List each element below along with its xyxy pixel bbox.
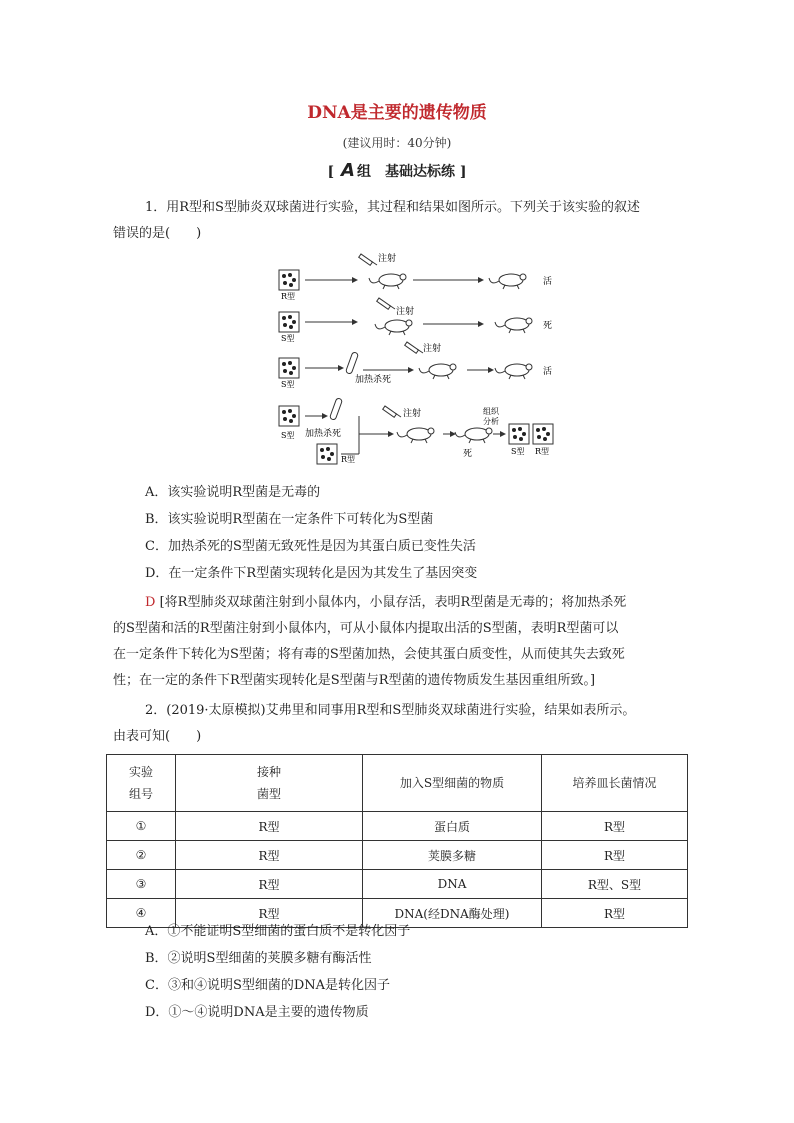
q1-explain-line3: 在一定条件下转化为S型菌；将有毒的S型菌加热，会使其蛋白质变性，从而使其失去致死 xyxy=(113,647,625,662)
table-header-result: 培养皿长菌情况 xyxy=(542,755,688,812)
table-header-group: 实验 组号 xyxy=(107,755,176,812)
row3-dish-label: S型 xyxy=(281,380,295,389)
row4-heat-label: 加热杀死 xyxy=(305,429,342,439)
q1-option-d: D．在一定条件下R型菌实现转化是因为其发生了基因突变 xyxy=(145,566,478,581)
diagram-row4 xyxy=(279,398,553,464)
row4-inject-label: 注射 xyxy=(403,409,422,419)
row4-tissue-label-1: 组织 xyxy=(483,407,499,416)
row1-dish-label: R型 xyxy=(281,292,296,301)
row2-dish-label: S型 xyxy=(281,334,295,343)
q1-stem-line1: 1．用R型和S型肺炎双球菌进行实验，其过程和结果如图所示。下列关于该实验的叙述 xyxy=(145,200,640,215)
page-title: DNA是主要的遗传物质 xyxy=(307,103,487,123)
group-heading-text: 组 基础达标练 xyxy=(356,164,455,180)
q1-explain-line4: 性；在一定的条件下R型菌实现转化是S型菌与R型菌的遗传物质发生基因重组所致。] xyxy=(113,673,596,688)
q2-option-b: B．②说明S型细菌的荚膜多糖有酶活性 xyxy=(145,951,372,966)
row1-result: 活 xyxy=(543,277,553,287)
table-row: ② R型 荚膜多糖 R型 xyxy=(107,841,688,870)
q1-option-a: A．该实验说明R型菌是无毒的 xyxy=(145,485,321,500)
row3-inject-label: 注射 xyxy=(423,344,442,354)
table-row: ③ R型 DNA R型、S型 xyxy=(107,870,688,899)
table-header-strain: 接种 菌型 xyxy=(176,755,363,812)
row1-inject-label: 注射 xyxy=(378,254,397,264)
q1-stem xyxy=(145,195,696,221)
q1-explain-line2: 的S型菌和活的R型菌注射到小鼠体内，可从小鼠体内提取出活的S型菌，表明R型菌可以 xyxy=(113,621,619,636)
table-header-substance: 加入S型细菌的物质 xyxy=(363,755,542,812)
suggested-time: (建议用时：40分钟) xyxy=(342,136,452,150)
q2-stem-line1: 2．(2019·太原模拟)艾弗里和同事用R型和S型肺炎双球菌进行实验，结果如表所示。 xyxy=(145,703,636,718)
q2-stem-line2: 由表可知( ) xyxy=(113,729,202,744)
row2-inject-label: 注射 xyxy=(396,307,415,317)
row4-dish-label: S型 xyxy=(281,431,295,440)
table-row: ① R型 蛋白质 R型 xyxy=(107,812,688,841)
table-header-row xyxy=(107,755,688,812)
diagram-row2 xyxy=(279,298,552,343)
group-bracket-open: [ xyxy=(327,164,335,180)
q2-option-d: D．①～④说明DNA是主要的遗传物质 xyxy=(145,1005,369,1020)
q1-stem-2 xyxy=(113,221,696,247)
row4-out-r: R型 xyxy=(535,447,550,456)
q1-explain-line1: [将R型肺炎双球菌注射到小鼠体内，小鼠存活，表明R型菌是无毒的；将加热杀死 xyxy=(159,595,627,610)
table-row: ④ R型 DNA(经DNA酶处理) R型 xyxy=(107,899,688,928)
q2-option-c: C．③和④说明S型细菌的DNA是转化因子 xyxy=(145,978,391,993)
row3-heat-label: 加热杀死 xyxy=(355,375,392,385)
row4-r-label: R型 xyxy=(341,455,356,464)
diagram-row1 xyxy=(279,252,552,301)
q2-stem xyxy=(145,698,696,724)
row4-out-s: S型 xyxy=(511,447,525,456)
group-bracket-close: ] xyxy=(459,164,467,180)
row3-result: 活 xyxy=(543,367,553,377)
row4-tissue-label-2: 分析 xyxy=(483,417,499,426)
q1-option-c: C．加热杀死的S型菌无致死性是因为其蛋白质已变性失活 xyxy=(145,539,476,554)
results-table xyxy=(106,754,688,928)
q2-stem-2 xyxy=(113,724,696,750)
diagram-row3 xyxy=(279,342,552,389)
group-badge: A xyxy=(341,160,355,181)
q1-option-b: B．该实验说明R型菌在一定条件下可转化为S型菌 xyxy=(145,512,434,527)
experiment-diagram xyxy=(275,248,575,470)
row2-result: 死 xyxy=(543,321,553,331)
q1-explanation xyxy=(113,590,696,694)
q1-answer: D xyxy=(145,595,156,610)
q2-option-a: A．①不能证明S型细菌的蛋白质不是转化因子 xyxy=(145,924,411,939)
row4-dead-label: 死 xyxy=(463,449,473,459)
group-heading xyxy=(0,160,794,181)
q1-stem-line2: 错误的是( ) xyxy=(113,226,202,241)
